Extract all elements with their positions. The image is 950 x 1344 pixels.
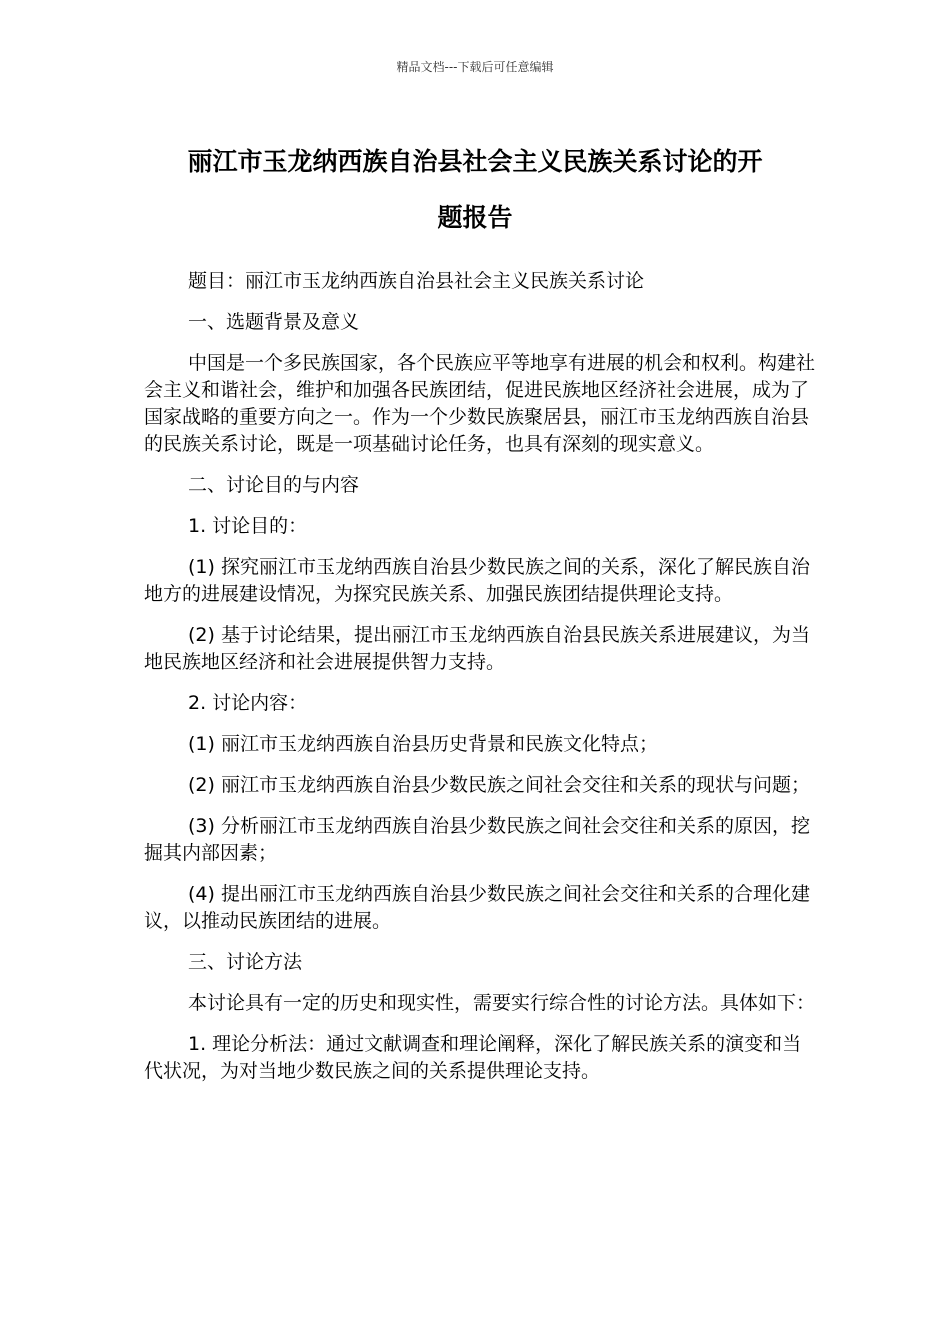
content-item-2: (2) 丽江市玉龙纳西族自治县少数民族之间社会交往和关系的现状与问题；: [188, 774, 810, 796]
paragraph-method-intro: 本讨论具有一定的历史和现实性，需要实行综合性的讨论方法。具体如下：: [188, 992, 816, 1014]
section-heading-method: 三、讨论方法: [188, 951, 303, 973]
subject-line: 题目：丽江市玉龙纳西族自治县社会主义民族关系讨论: [188, 270, 645, 292]
content-item-3: (3) 分析丽江市玉龙纳西族自治县少数民族之间社会交往和关系的原因，挖掘其内部因素；: [144, 815, 810, 864]
subheading-purpose: 1. 讨论目的：: [188, 515, 308, 537]
content-item-4: (4) 提出丽江市玉龙纳西族自治县少数民族之间社会交往和关系的合理化建议，以推动民族团结的进展。: [144, 883, 810, 932]
subheading-content: 2. 讨论内容：: [188, 692, 308, 714]
section-heading-background: 一、选题背景及意义: [188, 311, 360, 333]
title-line-1: 丽江市玉龙纳西族自治县社会主义民族关系讨论的开: [187, 147, 763, 176]
page-header: 精品文档---下载后可任意编辑: [396, 60, 554, 74]
title-line-2: 题报告: [437, 203, 513, 232]
section-heading-purpose-content: 二、讨论目的与内容: [188, 474, 360, 496]
content-item-1: (1) 丽江市玉龙纳西族自治县历史背景和民族文化特点；: [188, 733, 658, 755]
purpose-item-1: (1) 探究丽江市玉龙纳西族自治县少数民族之间的关系，深化了解民族自治地方的进展建设情况，为探究民族关系、加强民族团结提供理论支持。: [144, 556, 810, 605]
document-title: [144, 134, 806, 246]
paragraph-background: 中国是一个多民族国家，各个民族应平等地享有进展的机会和权利。构建社会主义和谐社会，维护和加强各民族团结，促进民族地区经济社会进展，成为了国家战略的重要方向之一。作为一个少数民族聚居县，丽江市玉龙纳西族自治县的民族关系讨论，既是一项基础讨论任务，也具有深刻的现实意义。: [144, 352, 816, 455]
method-item-1: 1. 理论分析法：通过文献调查和理论阐释，深化了解民族关系的演变和当代状况，为对当地少数民族之间的关系提供理论支持。: [144, 1033, 802, 1082]
document-body: [144, 268, 816, 1099]
purpose-item-2: (2) 基于讨论结果，提出丽江市玉龙纳西族自治县民族关系进展建议，为当地民族地区经济和社会进展提供智力支持。: [144, 624, 810, 673]
